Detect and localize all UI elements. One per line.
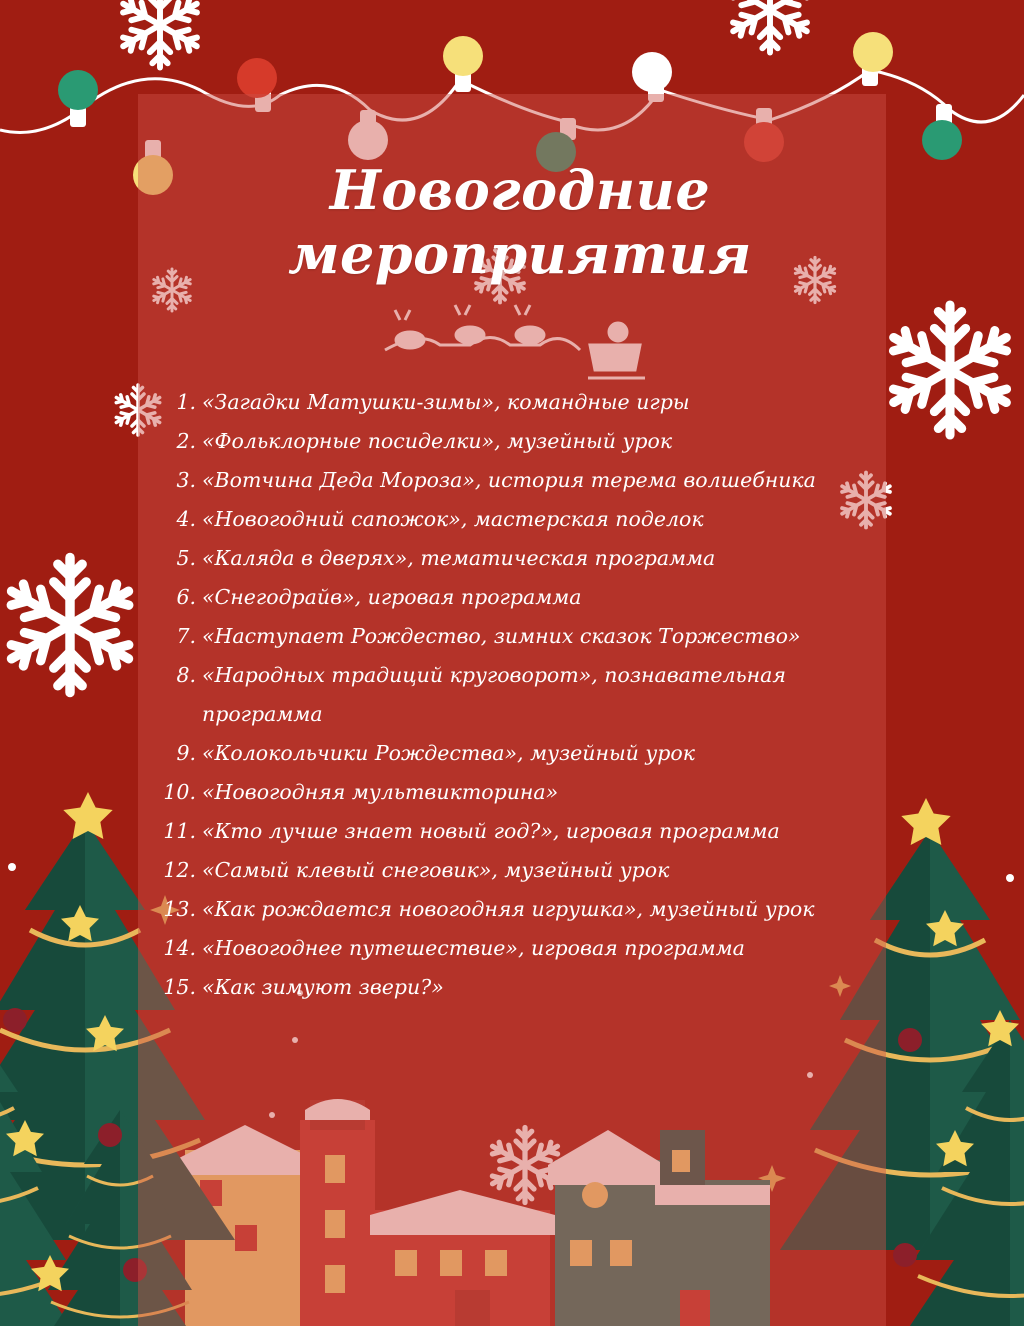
light-bulb-icon xyxy=(58,70,98,127)
snowflake-icon xyxy=(886,305,1014,435)
list-item: 10. «Новогодняя мультвикторина» xyxy=(163,780,559,804)
list-item: 4. «Новогодний сапожок», мастерская поделок xyxy=(176,507,704,531)
list-item: 1. «Загадки Матушки-зимы», командные игры xyxy=(176,390,690,414)
list-item: 15. «Как зимуют звери?» xyxy=(163,975,444,999)
snowflake-icon xyxy=(3,558,136,693)
poster-title: Новогодние мероприятия xyxy=(288,158,752,286)
event-list xyxy=(160,383,860,1007)
snowflake-icon xyxy=(118,0,202,67)
list-item: 7. «Наступает Рождество, зимних сказок Торжество» xyxy=(176,624,801,648)
list-item: 2. «Фольклорные посиделки», музейный урок xyxy=(176,429,673,453)
snowflake-icon xyxy=(728,0,812,53)
list-item: 9. «Колокольчики Рождества», музейный урок xyxy=(176,741,695,765)
list-item: 13. «Как рождается новогодняя игрушка», музейный урок xyxy=(163,897,815,921)
list-item: 3. «Вотчина Деда Мороза», история терема волшебника xyxy=(176,468,816,492)
list-item: 6. «Снегодрайв», игровая программа xyxy=(176,585,582,609)
light-bulb-icon xyxy=(443,36,483,92)
list-item: 5. «Каляда в дверях», тематическая программа xyxy=(176,546,716,570)
list-item: 14. «Новогоднее путешествие», игровая программа xyxy=(163,936,745,960)
list-item: 8. «Народных традиций круговорот», познавательная программа xyxy=(176,663,786,726)
list-item: 11. «Кто лучше знает новый год?», игровая программа xyxy=(163,819,780,843)
list-item: 12. «Самый клевый снеговик», музейный урок xyxy=(163,858,670,882)
